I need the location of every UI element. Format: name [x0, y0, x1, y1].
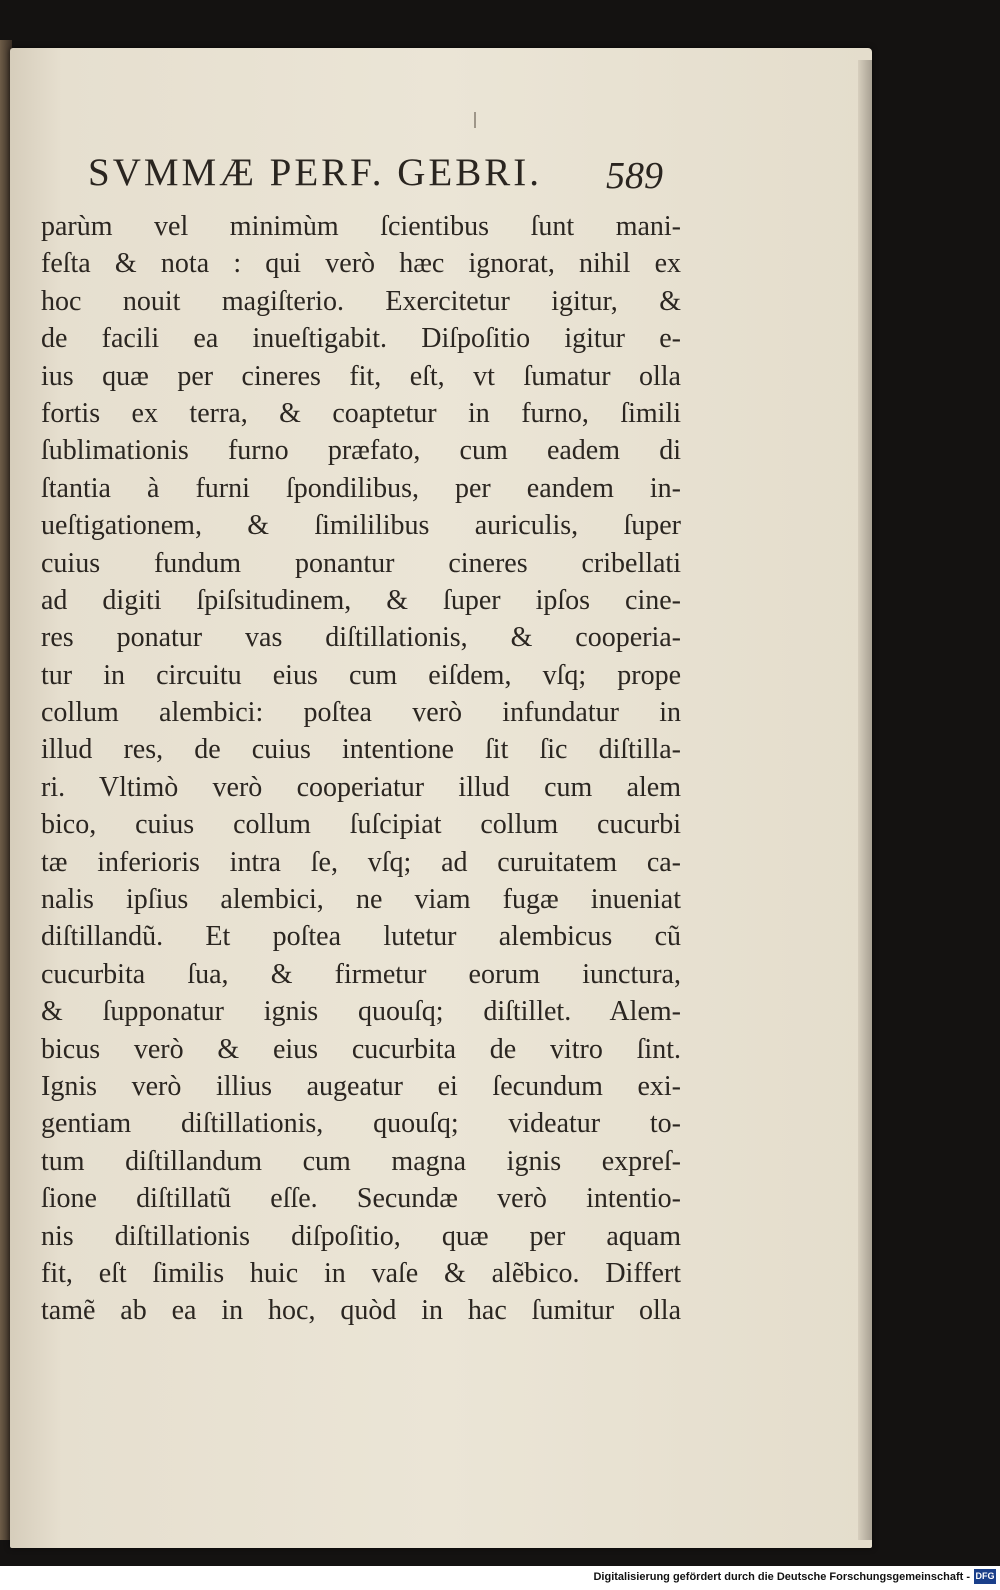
- text-line: gentiam diſtillationis, quouſq; videatur to-: [41, 1108, 681, 1140]
- text-line: ri. Vltimò verò cooperiatur illud cum alem: [41, 771, 681, 803]
- text-line: diſtillandũ. Et poſtea lutetur alembicus cũ: [41, 921, 681, 953]
- page-header: [88, 150, 688, 206]
- text-line: collum alembici: poſtea verò infundatur in: [41, 697, 681, 729]
- text-line: ſtantia à furni ſpondilibus, per eandem in-: [41, 472, 681, 504]
- ink-speck: [474, 112, 476, 128]
- dfg-logo-icon: DFG: [974, 1569, 996, 1584]
- page-fore-edge: [858, 60, 872, 1540]
- text-line: cuius fundum ponantur cineres cribellati: [41, 547, 681, 579]
- text-line: ueſtigationem, & ſimililibus auriculis, ſuper: [41, 510, 681, 542]
- text-line: tur in circuitu eius cum eiſdem, vſq; prope: [41, 659, 681, 691]
- text-line: Ignis verò illius augeatur ei ſecundum exi-: [41, 1070, 681, 1102]
- text-line: res ponatur vas diſtillationis, & cooperia-: [41, 622, 681, 654]
- text-line: ius quæ per cineres fit, eſt, vt ſumatur olla: [41, 360, 681, 392]
- text-line: & ſupponatur ignis quouſq; diſtillet. Alem-: [41, 996, 681, 1028]
- text-line: fit, eſt ſimilis huic in vaſe & alẽbico. Differt: [41, 1257, 681, 1289]
- text-line: cucurbita ſua, & firmetur eorum iunctura,: [41, 958, 681, 990]
- funding-credit: Digitalisierung gefördert durch die Deutsche Forschungsgemeinschaft -: [593, 1571, 970, 1583]
- text-line: bicus verò & eius cucurbita de vitro ſint.: [41, 1033, 681, 1065]
- text-line: tæ inferioris intra ſe, vſq; ad curuitatem ca-: [41, 846, 681, 878]
- text-line: de facili ea inueſtigabit. Diſpoſitio igitur e-: [41, 323, 681, 355]
- text-line: ſione diſtillatũ eſſe. Secundæ verò intentio-: [41, 1183, 681, 1215]
- text-line: illud res, de cuius intentione ſit ſic diſtilla-: [41, 734, 681, 766]
- body-text: [41, 208, 681, 1330]
- digitization-footer: [0, 1566, 1000, 1590]
- text-line: ad digiti ſpiſsitudinem, & ſuper ipſos cine-: [41, 584, 681, 616]
- text-line: feſta & nota : qui verò hæc ignorat, nihil ex: [41, 248, 681, 280]
- text-line: fortis ex terra, & coaptetur in furno, ſimili: [41, 397, 681, 429]
- text-line: nis diſtillationis diſpoſitio, quæ per aquam: [41, 1220, 681, 1252]
- text-line: tum diſtillandum cum magna ignis expreſ-: [41, 1145, 681, 1177]
- text-line: bico, cuius collum ſuſcipiat collum cucurbi: [41, 809, 681, 841]
- text-line: nalis ipſius alembici, ne viam fugæ inueniat: [41, 884, 681, 916]
- text-line: parùm vel minimùm ſcientibus ſunt mani-: [41, 211, 681, 242]
- text-line: hoc nouit magiſterio. Exercitetur igitur, &: [41, 285, 681, 317]
- page-number: 589: [606, 155, 663, 197]
- text-line: tamẽ ab ea in hoc, quòd in hac ſumitur olla: [41, 1295, 681, 1327]
- running-title: SVMMÆ PERF. GEBRI.: [88, 151, 542, 194]
- text-line: ſublimationis furno præfato, cum eadem di: [41, 435, 681, 467]
